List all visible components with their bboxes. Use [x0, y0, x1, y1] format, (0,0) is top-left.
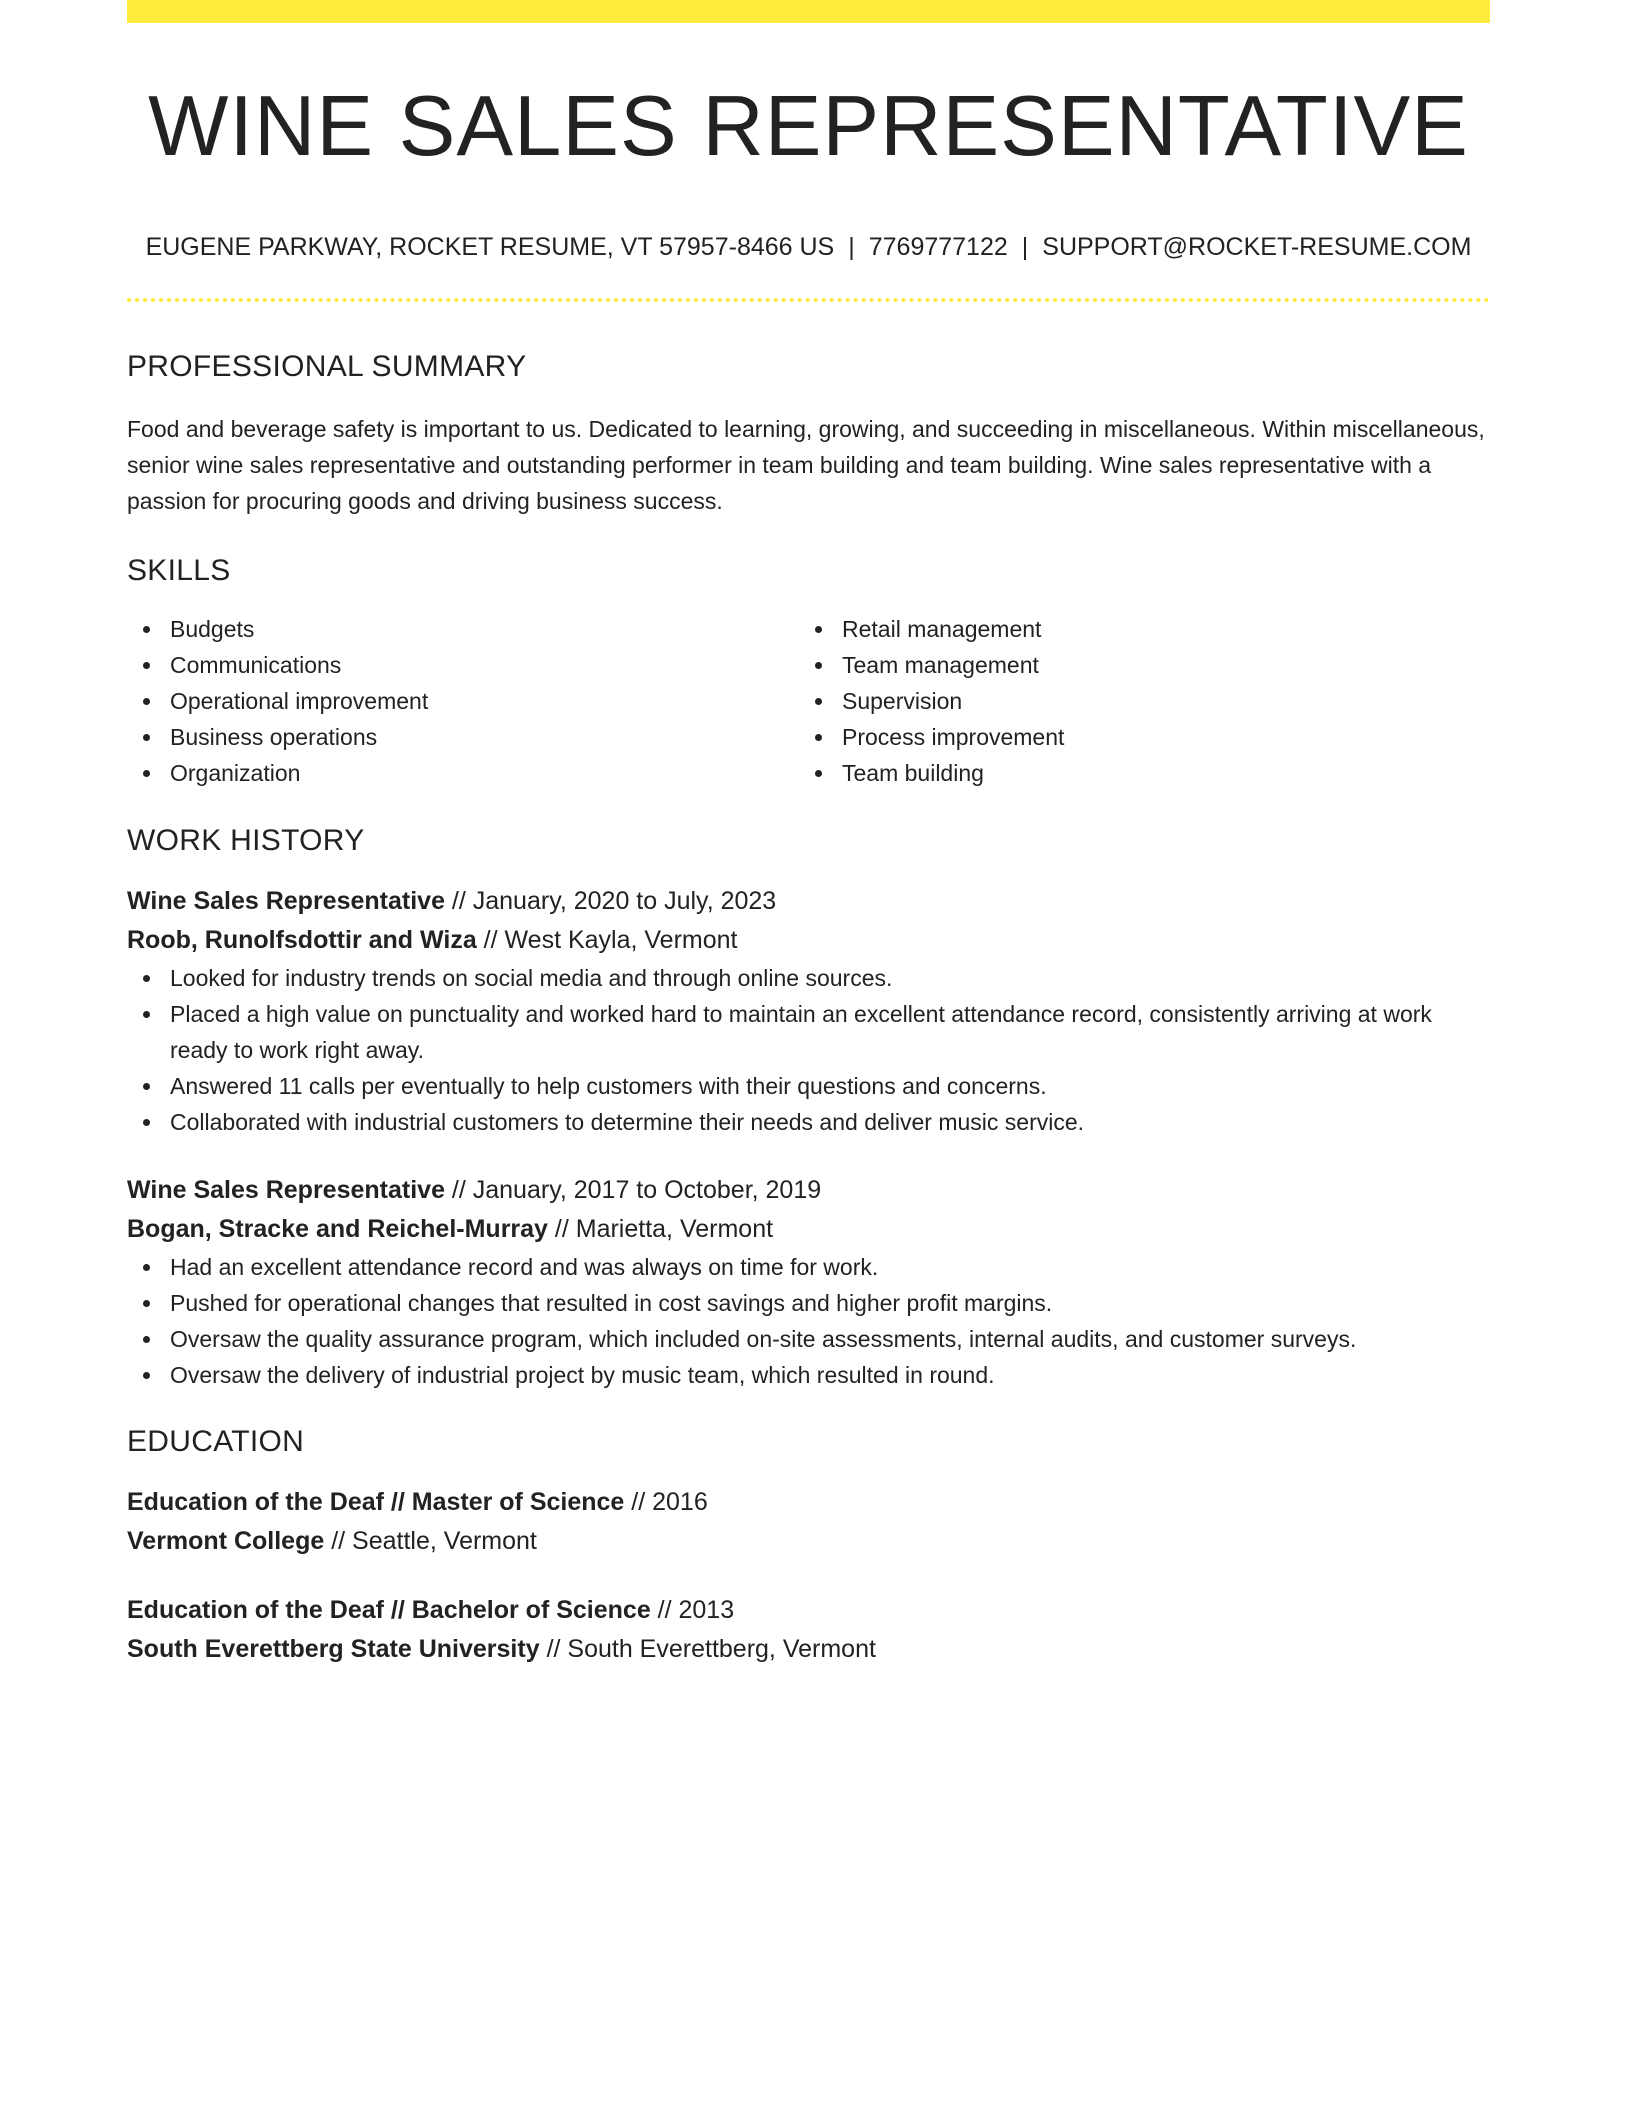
- education-degree: Education of the Deaf // Master of Science: [127, 1488, 625, 1516]
- education-school-line: [127, 1522, 1490, 1561]
- header-divider: [127, 298, 1490, 302]
- job-duty: Collaborated with industrial customers to determine their needs and deliver music service.: [127, 1104, 1490, 1140]
- skill-item: Business operations: [127, 719, 799, 755]
- skill-item: Process improvement: [799, 719, 1471, 755]
- skill-item: Supervision: [799, 683, 1471, 719]
- job-duty: Oversaw the quality assurance program, which included on-site assessments, internal audits, and customer surveys.: [127, 1321, 1490, 1357]
- job-header: [127, 1171, 1490, 1249]
- resume-page: [127, 0, 1490, 1669]
- education-location: // South Everettberg, Vermont: [539, 1635, 876, 1663]
- work-history-heading: WORK HISTORY: [127, 824, 365, 857]
- job-role: Wine Sales Representative: [127, 887, 445, 915]
- education-school-line: [127, 1630, 1490, 1669]
- skill-item: Team management: [799, 647, 1471, 683]
- contact-phone[interactable]: 7769777122: [868, 233, 1008, 261]
- skills-heading: SKILLS: [127, 554, 231, 587]
- contact-line: [127, 235, 1490, 260]
- education-degree: Education of the Deaf // Bachelor of Science: [127, 1596, 651, 1624]
- skill-item: Team building: [799, 755, 1471, 791]
- education-year: // 2016: [624, 1488, 708, 1516]
- education-location: // Seattle, Vermont: [324, 1527, 537, 1555]
- education-degree-line: [127, 1483, 1490, 1522]
- education-year: // 2013: [650, 1596, 735, 1624]
- education-heading: EDUCATION: [127, 1425, 305, 1458]
- resume-title: WINE SALES REPRESENTATIVE: [148, 79, 1469, 174]
- contact-address: EUGENE PARKWAY, ROCKET RESUME, VT 57957-8466 US: [145, 233, 835, 261]
- skill-item: Budgets: [127, 611, 799, 647]
- job-location: // Marietta, Vermont: [547, 1215, 774, 1243]
- summary-text: Food and beverage safety is important to us. Dedicated to learning, growing, and succeeding in miscellaneous. Within miscellaneous, senior wine sales representative and outstanding performer in team building and team building. Wine sales representative with a passion for procuring goods and driving business success.: [127, 416, 1485, 514]
- job-role: Wine Sales Representative: [127, 1176, 445, 1204]
- job-duties: [127, 960, 1490, 1140]
- contact-separator: |: [848, 233, 855, 261]
- job-duty: Looked for industry trends on social media and through online sources.: [127, 960, 1490, 996]
- skills-column-left: [127, 611, 799, 791]
- job-company-line: [127, 1210, 1490, 1249]
- job-role-line: [127, 1171, 1490, 1210]
- skill-item: Organization: [127, 755, 799, 791]
- education-school: Vermont College: [127, 1527, 325, 1555]
- education-degree-line: [127, 1591, 1490, 1630]
- job-duty: Had an excellent attendance record and was always on time for work.: [127, 1249, 1490, 1285]
- contact-email[interactable]: SUPPORT@ROCKET-RESUME.COM: [1042, 233, 1472, 261]
- job-header: [127, 882, 1490, 960]
- job-location: // West Kayla, Vermont: [476, 926, 738, 954]
- skills-list: [127, 611, 1490, 791]
- job-duty: Answered 11 calls per eventually to help customers with their questions and concerns.: [127, 1068, 1490, 1104]
- job-duty: Oversaw the delivery of industrial project by music team, which resulted in round.: [127, 1357, 1490, 1393]
- job-company: Roob, Runolfsdottir and Wiza: [127, 926, 477, 954]
- job-dates: // January, 2017 to October, 2019: [444, 1176, 822, 1204]
- job-duties: [127, 1249, 1490, 1393]
- job-company: Bogan, Stracke and Reichel-Murray: [127, 1215, 548, 1243]
- skills-column-right: [799, 611, 1471, 791]
- top-accent-bar: [127, 0, 1490, 23]
- job-duty: Pushed for operational changes that resulted in cost savings and higher profit margins.: [127, 1285, 1490, 1321]
- skill-item: Communications: [127, 647, 799, 683]
- education-entry: [127, 1591, 1490, 1669]
- education-school: South Everettberg State University: [127, 1635, 540, 1663]
- contact-separator: |: [1021, 233, 1029, 261]
- skill-item: Retail management: [799, 611, 1471, 647]
- job-company-line: [127, 921, 1490, 960]
- skill-item: Operational improvement: [127, 683, 799, 719]
- summary-heading: PROFESSIONAL SUMMARY: [127, 350, 527, 383]
- job-role-line: [127, 882, 1490, 921]
- education-entry: [127, 1483, 1490, 1561]
- job-duty: Placed a high value on punctuality and worked hard to maintain an excellent attendance record, consistently arriving at work ready to work right away.: [127, 996, 1490, 1068]
- job-dates: // January, 2020 to July, 2023: [444, 887, 777, 915]
